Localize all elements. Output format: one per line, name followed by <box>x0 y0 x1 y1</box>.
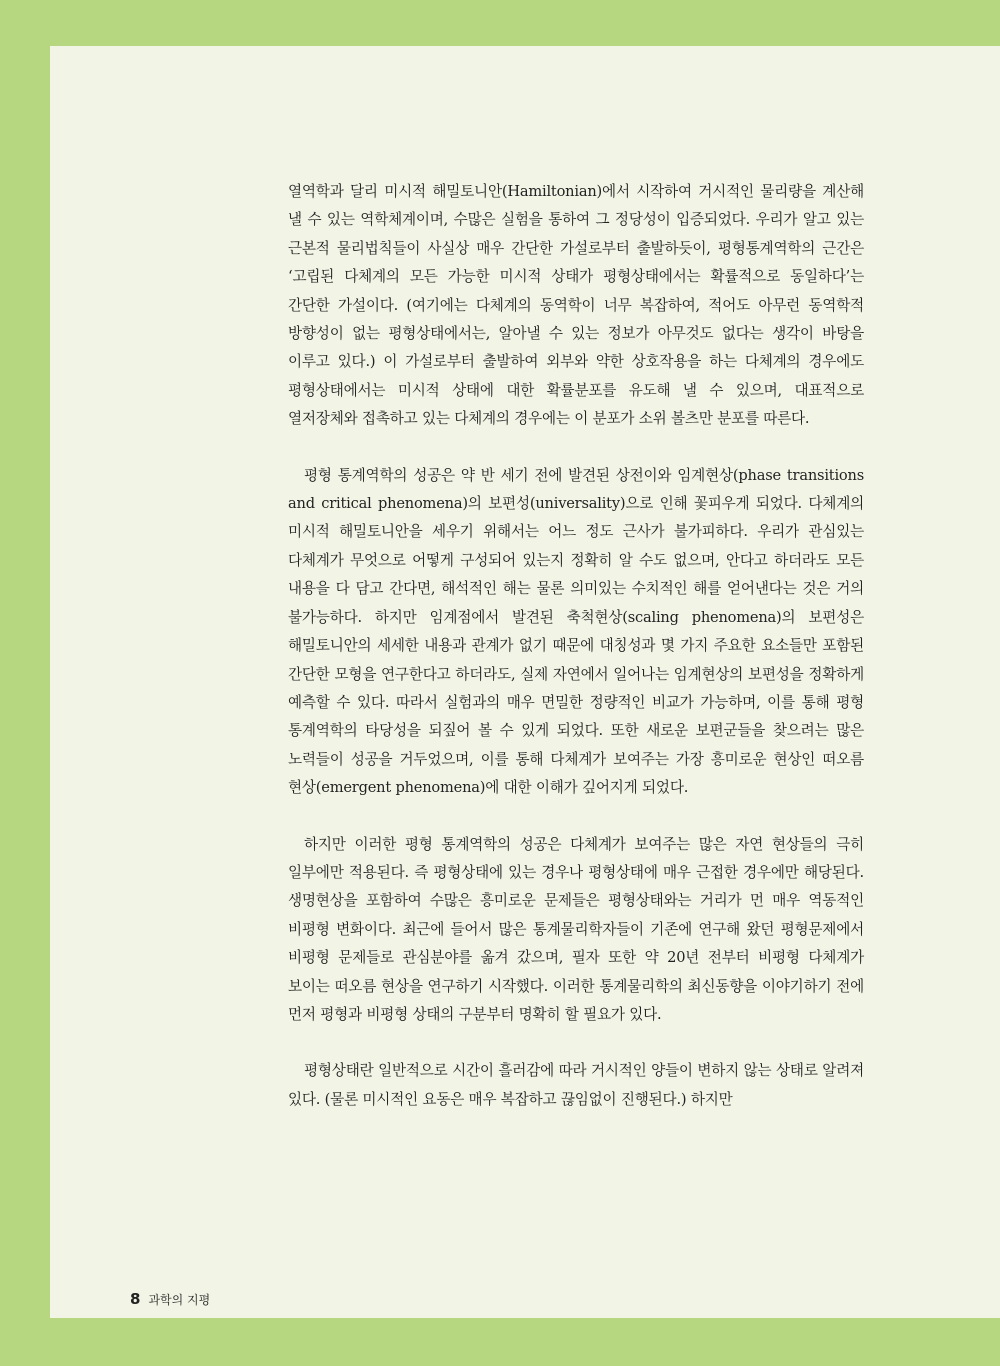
paragraph-4: 평형상태란 일반적으로 시간이 흘러감에 따라 거시적인 양들이 변하지 않는 상태로 알려져 있다. (물론 미시적인 요동은 매우 복잡하고 끊임없이 진행된다.) 하지만 <box>288 1062 864 1108</box>
paragraph-1: 열역학과 달리 미시적 해밀토니안(Hamiltonian)에서 시작하여 거시적인 물리량을 계산해 낼 수 있는 역학체계이며, 수많은 실험을 통하여 그 정당성이 입증되었다. 우리가 알고 있는 근본적 물리법칙들이 사실상 매우 간단한 가설로부터 출발하듯이, 평형통계역학의 근간은 ‘고립된 다체계의 모든 가능한 미시적 상태가 평형상태에서는 확률적으로 동일하다’는 간단한 가설이다. (여기에는 다체계의 동역학이 너무 복잡하여, 적어도 아무런 동역학적 방향성이 없는 평형상태에서는, 알아낼 수 있는 정보가 아무것도 없다는 생각이 바탕을 이루고 있다.) 이 가설로부터 출발하여 외부와 약한 상호작용을 하는 다체계의 경우에도 평형상태에서는 미시적 상태에 대한 확률분포를 유도해 낼 수 있으며, 대표적으로 열저장체와 접촉하고 있는 다체계의 경우에는 이 분포가 소위 볼츠만 분포를 따른다. <box>288 183 864 428</box>
paragraph-2: 평형 통계역학의 성공은 약 반 세기 전에 발견된 상전이와 임계현상(phase transitions and critical phenomena)의 보편성(universality)으로 인해 꽃피우게 되었다. 다체계의 미시적 해밀토니안을 세우기 위해서는 어느 정도 근사가 불가피하다. 우리가 관심있는 다체계가 무엇으로 어떻게 구성되어 있는지 정확히 알 수도 없으며, 안다고 하더라도 모든 내용을 다 담고 간다면, 해석적인 해는 물론 의미있는 수치적인 해를 얻어낸다는 것은 거의 불가능하다. 하지만 임계점에서 발견된 축척현상(scaling phenomena)의 보편성은 해밀토니안의 세세한 내용과 관계가 없기 때문에 대칭성과 몇 가지 주요한 요소들만 포함된 간단한 모형을 연구한다고 하더라도, 실제 자연에서 일어나는 임계현상의 보편성을 정확하게 예측할 수 있다. 따라서 실험과의 매우 면밀한 정량적인 비교가 가능하며, 이를 통해 평형 통계역학의 타당성을 되짚어 볼 수 있게 되었다. 또한 새로운 보편군들을 찾으려는 많은 노력들이 성공을 거두었으며, 이를 통해 다체계가 보여주는 가장 흥미로운 현상인 떠오름 현상(emergent phenomena)에 대한 이해가 깊어지게 되었다. <box>288 466 864 797</box>
article-body <box>288 178 864 1142</box>
page-footer <box>130 1290 210 1308</box>
publication-title: 과학의 지평 <box>148 1293 211 1307</box>
page-number: 8 <box>130 1290 141 1308</box>
paragraph-3: 하지만 이러한 평형 통계역학의 성공은 다체계가 보여주는 많은 자연 현상들의 극히 일부에만 적용된다. 즉 평형상태에 있는 경우나 평형상태에 매우 근접한 경우에만 해당된다. 생명현상을 포함하여 수많은 흥미로운 문제들은 평형상태와는 거리가 먼 매우 역동적인 비평형 변화이다. 최근에 들어서 많은 통계물리학자들이 기존에 연구해 왔던 평형문제에서 비평형 문제들로 관심분야를 옮겨 갔으며, 필자 또한 약 20년 전부터 비평형 다체계가 보이는 떠오름 현상을 연구하기 시작했다. 이러한 통계물리학의 최신동향을 이야기하기 전에 먼저 평형과 비평형 상태의 구분부터 명확히 할 필요가 있다. <box>288 835 864 1023</box>
